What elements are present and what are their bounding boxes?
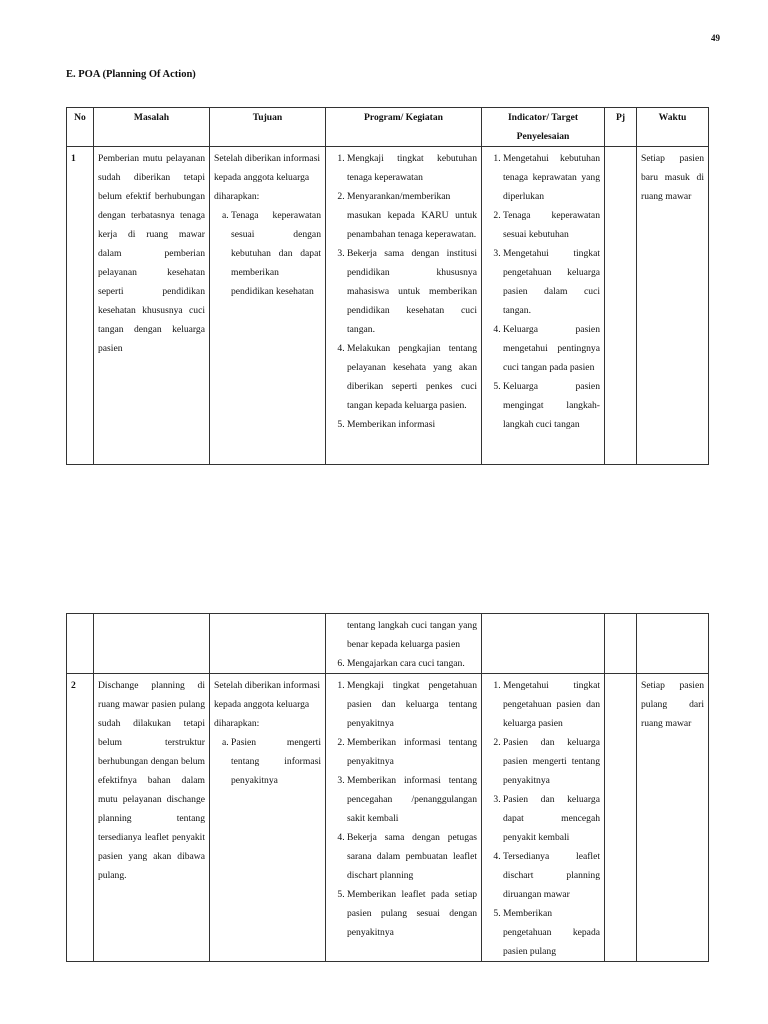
list-item: 1. Mengkaji tingkat pengetahuan pasien dan keluarga tentang penyakitnya bbox=[347, 676, 477, 733]
page-number: 49 bbox=[711, 33, 720, 43]
tujuan-intro: Setelah diberikan informasi kepada anggota keluarga diharapkan: bbox=[214, 153, 321, 202]
list-item: 2. Memberikan informasi tentang penyakitnya bbox=[347, 733, 477, 771]
header-pj: Pj bbox=[605, 108, 637, 147]
row-number: 1 bbox=[67, 147, 94, 465]
table-row-continuation bbox=[67, 614, 709, 674]
indicator-list bbox=[486, 676, 600, 961]
indicator-list bbox=[486, 149, 600, 434]
program-list bbox=[330, 149, 477, 434]
list-item: 4. Bekerja sama dengan petugas sarana dalam pembuatan leaflet dischart planning bbox=[347, 828, 477, 885]
list-item: 4. Keluarga pasien mengetahui pentingnya cuci tangan pada pasien bbox=[503, 320, 600, 377]
masalah-cell: Dischange planning di ruang mawar pasien pulang sudah dilakukan tetapi belum terstruktur berhubungan dengan belum efektifnya bahan dalam mutu pelayanan dischange planning tentang tersedianya leaflet penyakit pasien yang akan dibawa pulang. bbox=[94, 674, 210, 962]
list-item: 6. Mengajarkan cara cuci tangan. bbox=[347, 654, 477, 673]
list-item: 4. Tersedianya leaflet dischart planning diruangan mawar bbox=[503, 847, 600, 904]
indicator-cell bbox=[482, 674, 605, 962]
list-item: 3. Pasien dan keluarga dapat mencegah penyakit kembali bbox=[503, 790, 600, 847]
list-item: 4. Melakukan pengkajian tentang pelayanan kesehata yang akan diberikan seperti penkes cuci tangan kepada keluarga pasien. bbox=[347, 339, 477, 415]
table-header-row bbox=[67, 108, 709, 147]
masalah-cell: Pemberian mutu pelayanan sudah diberikan tetapi belum efektif berhubungan dengan terbatasnya tenaga kerja di ruang mawar dalam pemberian pelayanan kesehatan seperti pendidikan kesehatan khususnya cuci tangan dengan keluarga pasien bbox=[94, 147, 210, 465]
list-item: a. Tenaga keperawatan sesuai dengan kebutuhan dan dapat memberikan pendidikan kesehatan bbox=[231, 206, 321, 301]
tujuan-intro: Setelah diberikan informasi kepada anggota keluarga diharapkan: bbox=[214, 680, 321, 729]
indicator-cell bbox=[482, 147, 605, 465]
poa-table-part-2 bbox=[66, 613, 709, 962]
pj-cell bbox=[605, 147, 637, 465]
header-indicator: Indicator/ Target Penyelesaian bbox=[482, 108, 605, 147]
program-cell-continued bbox=[326, 614, 482, 674]
poa-table-part-1 bbox=[66, 107, 709, 465]
empty-cell bbox=[210, 614, 326, 674]
list-item: 1. Mengkaji tingkat kebutuhan tenaga keperawatan bbox=[347, 149, 477, 187]
empty-cell bbox=[605, 614, 637, 674]
table-row bbox=[67, 674, 709, 962]
header-no: No bbox=[67, 108, 94, 147]
empty-cell bbox=[67, 614, 94, 674]
tujuan-cell bbox=[210, 674, 326, 962]
table-row bbox=[67, 147, 709, 465]
tujuan-list bbox=[214, 733, 321, 790]
list-item: a. Pasien mengerti tentang informasi penyakitnya bbox=[231, 733, 321, 790]
empty-cell bbox=[94, 614, 210, 674]
pj-cell bbox=[605, 674, 637, 962]
tujuan-cell bbox=[210, 147, 326, 465]
list-item: 2. Menyarankan/memberikan masukan kepada KARU untuk penambahan tenaga keperawatan. bbox=[347, 187, 477, 244]
header-masalah: Masalah bbox=[94, 108, 210, 147]
list-item: 5. Memberikan informasi bbox=[347, 415, 477, 434]
tujuan-list bbox=[214, 206, 321, 301]
program-continued-text: tentang langkah cuci tangan yang benar kepada keluarga pasien bbox=[347, 620, 477, 650]
waktu-cell: Setiap pasien baru masuk di ruang mawar bbox=[637, 147, 709, 465]
list-item: 3. Memberikan informasi tentang pencegahan /penanggulangan sakit kembali bbox=[347, 771, 477, 828]
program-cell bbox=[326, 147, 482, 465]
section-title: E. POA (Planning Of Action) bbox=[66, 69, 196, 80]
list-item: 1. Mengetahui kebutuhan tenaga keprawatan yang diperlukan bbox=[503, 149, 600, 206]
header-tujuan: Tujuan bbox=[210, 108, 326, 147]
program-list-continued bbox=[330, 654, 477, 673]
list-item: 5. Memberikan leaflet pada setiap pasien pulang sesuai dengan penyakitnya bbox=[347, 885, 477, 942]
list-item: 2. Pasien dan keluarga pasien mengerti tentang penyakitnya bbox=[503, 733, 600, 790]
waktu-cell: Setiap pasien pulang dari ruang mawar bbox=[637, 674, 709, 962]
header-waktu: Waktu bbox=[637, 108, 709, 147]
program-list bbox=[330, 676, 477, 942]
program-cell bbox=[326, 674, 482, 962]
list-item: 1. Mengetahui tingkat pengetahuan pasien dan keluarga pasien bbox=[503, 676, 600, 733]
list-item: 3. Bekerja sama dengan institusi pendidikan khususnya mahasiswa untuk memberikan pendidikan kesehatan cuci tangan. bbox=[347, 244, 477, 339]
header-program: Program/ Kegiatan bbox=[326, 108, 482, 147]
list-item: 5. Keluarga pasien mengingat langkah-langkah cuci tangan bbox=[503, 377, 600, 434]
list-item: 3. Mengetahui tingkat pengetahuan keluarga pasien dalam cuci tangan. bbox=[503, 244, 600, 320]
empty-cell bbox=[482, 614, 605, 674]
row-number: 2 bbox=[67, 674, 94, 962]
list-item: 2. Tenaga keperawatan sesuai kebutuhan bbox=[503, 206, 600, 244]
empty-cell bbox=[637, 614, 709, 674]
list-item: 5. Memberikan pengetahuan kepada pasien pulang bbox=[503, 904, 600, 961]
